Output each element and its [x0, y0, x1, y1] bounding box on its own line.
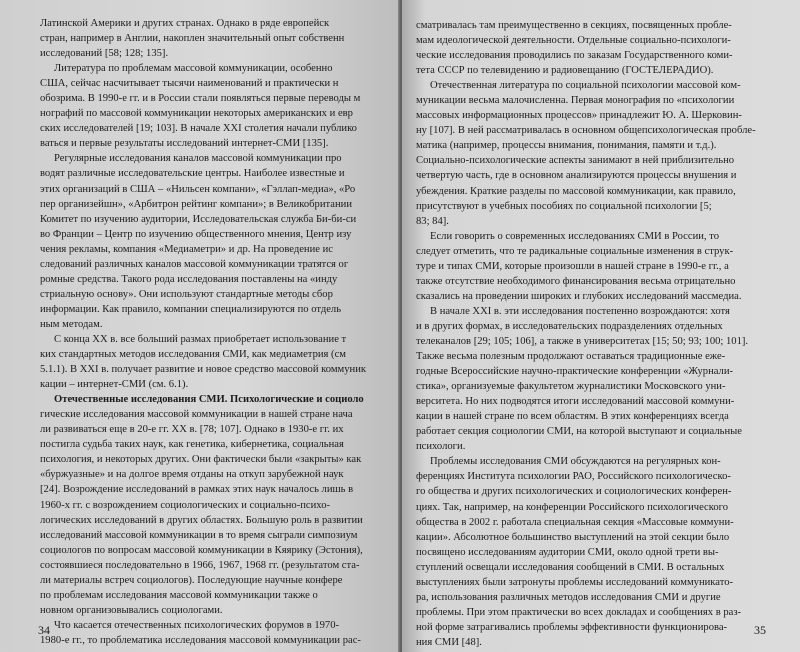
text-line: Отечественная литература по социальной психологии массовой ком- — [430, 80, 741, 92]
text-line: чения рекламы, компания «Медиаметри» и др. На проведение ис — [40, 243, 333, 255]
text-line: исследований [58; 128; 135]. — [40, 48, 169, 60]
text-line: четвертую часть, где в основном анализируются процессы внушения и — [416, 170, 737, 182]
text-line: обозрима. В 1990-е гг. и в России стали появляться первые переводы м — [40, 93, 361, 105]
text-line: пер организейшн», «Арбитрон рейтинг компани»; в Великобритании — [40, 198, 352, 210]
text-line: Также весьма полезным продолжают оставаться традиционные еже- — [416, 351, 726, 363]
text-line: также отсутствие необходимого финансирования весьма отрицательно — [416, 275, 736, 287]
text-line: социологов по вопросам массовой коммуникации в Кяярику (Эстония), — [40, 544, 363, 556]
text-line: муникации весьма малочисленна. Первая монография по «психологии — [416, 95, 735, 107]
text-line: стика», организуемые факультетом журналистики Московского уни- — [416, 381, 726, 393]
text-line: по проблемам исследования массовой коммуникации также о — [40, 589, 318, 601]
page-number-right: 35 — [754, 623, 766, 637]
text-line: го общества и других психологических и социологических конферен- — [416, 486, 732, 498]
text-line: проблемы. При этом практически во всех докладах и сообщениях в раз- — [416, 606, 742, 618]
text-line: ких стандартных методов исследования СМИ, как медиаметрия (см — [40, 349, 346, 361]
text-line: Регулярные исследования каналов массовой коммуникации про — [54, 153, 342, 165]
text-line: Проблемы исследования СМИ обсуждаются на регулярных кон- — [430, 456, 721, 468]
text-line: посвящено исследованиям аудитории СМИ, около одной трети вы- — [416, 546, 719, 558]
text-line: и в других формах, в исследовательских подразделениях отдельных — [416, 320, 723, 332]
text-line: тета СССР по телевидению и радиовещанию (ГОСТЕЛЕРАДИО). — [416, 65, 714, 77]
text-line: Социально-психологические аспекты занимают в ней приблизительно — [416, 155, 735, 167]
text-line: постигла судьба таких наук, как генетика, кибернетика, социальная — [40, 439, 344, 451]
text-line: состоявшиеся последовательно в 1966, 1967, 1968 гг. (результатом ста- — [40, 559, 360, 571]
text-line: мам идеологической деятельности. Отдельные социально-психологи- — [416, 35, 731, 47]
text-line: сматривалась там преимущественно в секциях, посвященных пробле- — [416, 20, 732, 31]
text-line: [24]. Возрождение исследований в рамках этих наук началось лишь в — [40, 484, 354, 496]
text-line: В начале XXI в. эти исследования постепенно возрождаются: хотя — [430, 305, 730, 317]
text-line: «буржуазные» и на долгое время отданы на откуп зарубежной наук — [40, 469, 344, 481]
text-line: Если говорить о современных исследованиях СМИ в России, то — [430, 230, 719, 242]
text-line: сказались на проведении широких и глубоких исследований массмедиа. — [416, 290, 742, 302]
text-line: США, сейчас насчитывает тысячи наименований и практически н — [40, 78, 339, 90]
text-line: водят различные исследовательские центры. Наиболее известные и — [40, 168, 345, 180]
text-line: стриальную основу». Они используют стандартные методы сбор — [40, 288, 333, 300]
text-line: стран, например в Англии, накоплен значительный опыт собственн — [40, 33, 345, 45]
text-line: ли материалы встреч социологов). Последующие научные конфере — [40, 574, 343, 586]
text-line: годные Всероссийские научно-практические конференции «Журнали- — [416, 366, 734, 378]
text-line: кации – интернет-СМИ (см. 6.1). — [40, 379, 189, 391]
text-line: ческие исследования проводились по заказам Государственного коми- — [416, 50, 733, 62]
text-line: ным методам. — [40, 318, 103, 330]
text-line: информации. Как правило, компании специализируются по отдель — [40, 303, 342, 315]
text-line: циях. Так, например, на конференции Российского психологического — [416, 501, 729, 513]
text-line: убеждения. Краткие разделы по массовой коммуникации, как правило, — [416, 185, 736, 197]
text-line: общества в 2002 г. работала специальная секция «Массовые коммуни- — [416, 516, 734, 528]
text-line: нографий по массовой коммуникации некоторых американских и евр — [40, 108, 353, 120]
text-line: следует отметить, что те радикальные социальные изменения в струк- — [416, 245, 734, 257]
text-line: 5.1.1). В XXI в. получает развитие и новое средство массовой коммуник — [40, 364, 367, 376]
text-line: во Франции – Центр по изучению общественного мнения, Центр изу — [40, 228, 352, 240]
text-line: ских исследователей [19; 103]. В начале XXI столетия начали публико — [40, 123, 357, 135]
left-page-text — [40, 16, 396, 648]
text-line: выступлениях были затронуты проблемы исследований коммуникато- — [416, 576, 734, 588]
text-line: ступлений освещали исследования сообщений в СМИ. В остальных — [416, 561, 725, 573]
text-line: психологи. — [416, 441, 466, 453]
text-line: 1960-х гг. с возрождением социологических и социально-психо- — [40, 499, 331, 511]
text-line: следований различных каналов массовой коммуникации тратятся ог — [40, 258, 349, 270]
text-line: Латинской Америки и других странах. Однако в ряде европейск — [40, 18, 330, 29]
text-line: ну [107]. В ней рассматривалась в основном общепсихологическая пробле- — [416, 125, 756, 137]
right-page-text — [416, 18, 770, 650]
text-line: туре и типах СМИ, которые произошли в нашей стране в 1990-е гг., а — [416, 260, 729, 272]
right-page — [402, 0, 800, 652]
text-line: матика (например, процессы внимания, понимания, памяти и т.д.). — [416, 140, 717, 152]
text-line: ференциях Института психологии РАО, Российского психологическо- — [416, 471, 731, 483]
text-line: верситета. Но них подводятся итоги исследований массовой коммуни- — [416, 396, 735, 408]
text-line: кации». Абсолютное большинство выступлений на этой секции было — [416, 531, 730, 543]
text-line: присутствуют в учебных пособиях по социальной психологии [5; — [416, 200, 712, 212]
text-line: исследований массовой коммуникации в то время сыграли симпозиум — [40, 529, 358, 541]
text-line: гические исследования массовой коммуникации в нашей стране нача — [40, 409, 353, 421]
text-line: телеканалов [29; 105; 106], а также в университетах [15; 50; 93; 100; 101]. — [416, 335, 749, 347]
text-line: ной форме затрагивались проблемы эффективности функционирова- — [416, 621, 728, 633]
text-line: массовых информационных процессов» принадлежит Ю. А. Шерковин- — [416, 110, 742, 122]
text-line: ромные средства. Такого рода исследования поставлены на «инду — [40, 273, 338, 285]
text-line: ваться и первые результаты исследований интернет-СМИ [135]. — [40, 138, 329, 150]
text-line: работает секция социологии СМИ, на которой выступают и социальные — [416, 426, 742, 438]
text-line: этих организаций в США – «Нильсен компани», «Гэллап-медиа», «Ро — [40, 183, 356, 195]
text-line: психология, и некоторых других. Они фактически были «закрыты» как — [40, 454, 362, 466]
text-line: 1980-е гг., то проблематика исследования массовой коммуникации рас- — [40, 634, 361, 646]
text-line: ния СМИ [48]. — [416, 636, 482, 648]
page-number-left: 34 — [38, 623, 50, 637]
text-line: новном организовывались социологами. — [40, 604, 223, 616]
text-line: Комитет по изучению аудитории, Исследовательская служба Би-би-си — [40, 213, 357, 225]
text-line: С конца XX в. все больший размах приобретает использование т — [54, 333, 347, 345]
text-line: ли развиваться еще в 20-е гг. XX в. [78; 107]. Однако в 1930-е гг. их — [40, 424, 344, 436]
text-line: логических исследований в других областях. Большую роль в развитии — [40, 514, 363, 526]
text-line: кации в нашей стране по всем областям. В этих конференциях всегда — [416, 411, 729, 423]
section-heading-line: Отечественные исследования СМИ. Психологические и социоло — [54, 394, 364, 406]
text-line: Что касается отечественных психологических форумов в 1970- — [54, 619, 340, 631]
text-line: Литература по проблемам массовой коммуникации, особенно — [54, 63, 333, 75]
text-line: ра, использования различных методов исследования СМИ и другие — [416, 591, 721, 603]
text-line: 83; 84]. — [416, 215, 449, 227]
